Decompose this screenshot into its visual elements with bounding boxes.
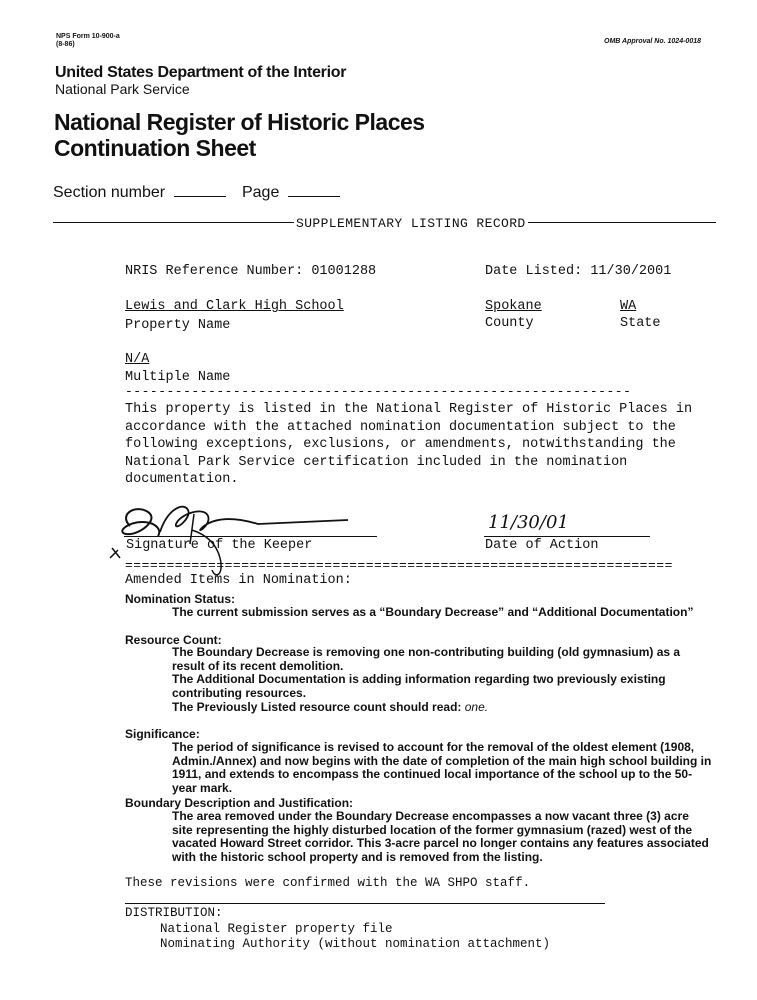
significance-text: The period of significance is revised to account for the removal of the oldest element (1908, Admin./Annex) and now begins with the date of completion of the main high school building in 1911, and extends to encompass the continued local importance of the school up to the 50-year mark. — [172, 740, 712, 795]
action-date-handwritten: 11/30/01 — [488, 512, 569, 533]
nris-reference: NRIS Reference Number: 01001288 — [125, 264, 377, 279]
date-line — [484, 536, 650, 537]
signature-line — [124, 536, 377, 537]
amended-heading: Amended Items in Nomination: — [125, 573, 352, 588]
distribution-item: Nominating Authority (without nomination attachment) — [160, 937, 551, 951]
page-number-blank — [288, 196, 340, 197]
dashed-divider: ------------------------------------------------------------- — [125, 384, 632, 399]
state-value: WA — [620, 299, 637, 314]
multiple-name-value: N/A — [125, 352, 150, 367]
double-divider: ================================================================== — [125, 558, 673, 573]
confirmation-note: These revisions were confirmed with the WA SHPO staff. — [125, 876, 531, 890]
resource-count-text-1: The Boundary Decrease is removing one non-contributing building (old gymnasium) as a result of its recent demolition. — [172, 645, 681, 673]
record-heading: SUPPLEMENTARY LISTING RECORD — [296, 216, 526, 231]
property-name-value: Lewis and Clark High School — [125, 299, 344, 314]
page-title: National Register of Historic Places — [54, 109, 425, 135]
date-listed: Date Listed: 11/30/2001 — [485, 264, 672, 279]
status-text: The current submission serves as a “Boundary Decrease” and “Additional Documentation” — [172, 605, 694, 619]
multiple-name-label: Multiple Name — [125, 370, 231, 385]
boundary-heading: Boundary Description and Justification: — [125, 796, 354, 810]
property-name-label: Property Name — [125, 318, 231, 333]
section-page-row — [53, 184, 340, 202]
page-subtitle: Continuation Sheet — [54, 135, 256, 161]
page-label: Page — [241, 184, 280, 201]
form-number — [56, 33, 120, 49]
distribution-rule — [125, 903, 605, 904]
signature-label: Signature of the Keeper — [126, 538, 313, 553]
form-date-text: (8-86) — [56, 41, 75, 48]
state-label: State — [620, 316, 661, 331]
department-name: United States Department of the Interior — [55, 64, 347, 81]
date-of-action-label: Date of Action — [485, 538, 599, 553]
significance-heading: Significance: — [125, 727, 200, 741]
county-value: Spokane — [485, 299, 542, 314]
distribution-item: National Register property file — [160, 922, 393, 936]
county-label: County — [485, 316, 534, 331]
resource-count-text-2: The Additional Documentation is adding information regarding two previously existing contributing resources. — [172, 672, 666, 700]
resource-count-text-3 — [172, 700, 488, 714]
section-number-label: Section number — [53, 184, 166, 201]
resource-count-value: one. — [464, 700, 489, 714]
resource-count-prefix: The Previously Listed resource count should read: — [172, 700, 465, 714]
listing-statement: This property is listed in the National Register of Historic Places in accordance with the attached nomination documentation subject to the following exceptions, exclusions, or amendments, notwithstanding the National Park Service certification included in the nomination documentation. — [125, 402, 693, 487]
omb-approval: OMB Approval No. 1024-0018 — [604, 38, 701, 45]
section-number-blank — [174, 196, 226, 197]
service-name: National Park Service — [55, 81, 190, 97]
boundary-text: The area removed under the Boundary Decrease encompasses a now vacant three (3) acre site representing the highly disturbed location of the former gymnasium (razed) west of the vacated Howard Street corridor. This 3-acre parcel no longer contains any features associated with the historic school property and is removed from the listing. — [172, 809, 709, 864]
form-number-text: NPS Form 10-900-a — [56, 33, 120, 40]
distribution-label: DISTRIBUTION: — [125, 906, 223, 920]
status-heading: Nomination Status: — [125, 592, 235, 606]
resource-count-heading: Resource Count: — [125, 633, 222, 647]
